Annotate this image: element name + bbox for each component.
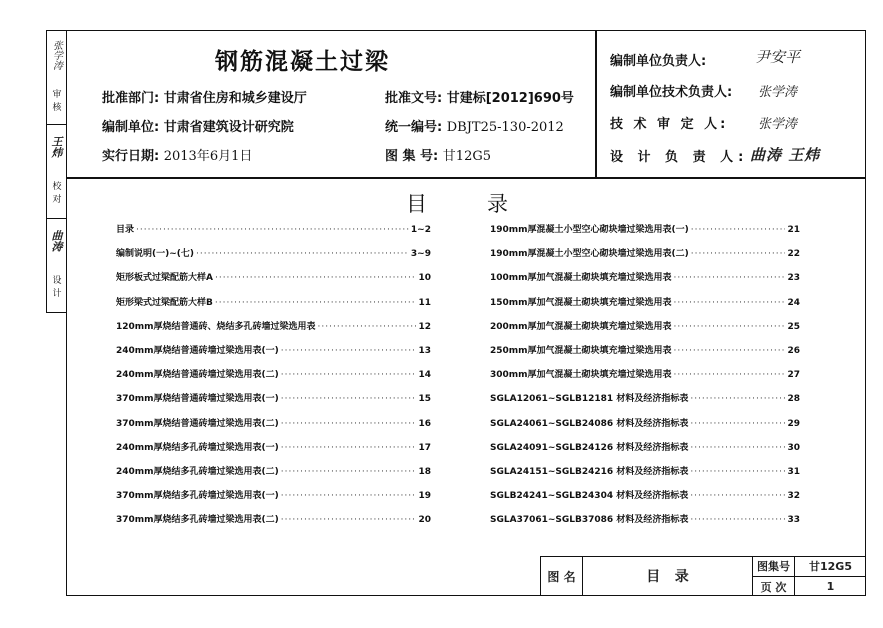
strip-review-block: [46, 30, 66, 124]
toc-right-entry[interactable]: [490, 270, 800, 283]
atlas-number-value: 甘12G5: [442, 149, 491, 164]
toc-left-entry[interactable]: [116, 416, 431, 429]
toc-right-entry-leader: [690, 394, 785, 404]
toc-right-entry-page: 32: [787, 491, 800, 502]
toc-left-entry[interactable]: [116, 222, 431, 235]
toc-left-entry-title: 370mm厚烧结普通砖墙过梁选用表(一): [116, 394, 279, 405]
toc-right-entry[interactable]: [490, 222, 800, 235]
resp-design-head-label: 设 计 负 责 人:: [610, 150, 749, 165]
approval-dept: [102, 87, 307, 106]
toc-left-entry[interactable]: [116, 488, 431, 501]
toc-right-entry-leader: [674, 370, 786, 380]
toc-right-entry-page: 21: [787, 225, 800, 235]
resp-unit-head: [610, 50, 860, 69]
toc-left-entry-title: 240mm厚烧结多孔砖墙过梁选用表(二): [116, 467, 279, 477]
toc-left-entry-title: 370mm厚烧结多孔砖墙过梁选用表(二): [116, 515, 279, 526]
toc-left-entry-leader: [196, 249, 409, 259]
toc-left-entry[interactable]: [116, 295, 431, 308]
toc-left-entry-leader: [281, 491, 417, 501]
toc-right-entry-page: 33: [787, 515, 800, 526]
toc-right-entry-leader: [674, 273, 786, 283]
resp-unit-head-label: 编制单位负责人:: [610, 54, 707, 69]
toc-left-entry-page: 15: [418, 394, 431, 405]
toc-left-entry[interactable]: [116, 319, 431, 332]
compiler-unit-value: 甘肃省建筑设计研究院: [163, 120, 294, 135]
toc-right-entry-title: SGLA12061~SGLB12181 材料及经济指标表: [490, 394, 689, 405]
toc-right-entry[interactable]: [490, 440, 800, 453]
unified-code-value: DBJT25-130-2012: [446, 120, 564, 135]
toc-right-entry-page: 24: [787, 297, 800, 308]
toc-right-entry-leader: [691, 225, 786, 235]
toc-left-entry[interactable]: [116, 270, 431, 283]
toc-left-entry-leader: [215, 298, 417, 308]
toc-right-entry-leader: [674, 298, 786, 308]
toc-left-entry-page: 19: [418, 491, 431, 502]
toc-left-entry-leader: [281, 370, 417, 380]
toc-right-entry[interactable]: [490, 367, 800, 380]
approval-doc-value: 甘建标[2012]690号: [446, 91, 574, 106]
toc-left-entry[interactable]: [116, 464, 431, 477]
strip-review-label: 审核: [50, 88, 61, 115]
toc-left-entry-title: 120mm厚烧结普通砖、烧结多孔砖墙过梁选用表: [116, 321, 316, 332]
toc-left-entry-page: 3~9: [410, 249, 431, 260]
strip-check-block: [46, 124, 66, 218]
toc-right-entry[interactable]: [490, 512, 800, 525]
toc-left-entry-title: 240mm厚烧结普通砖墙过梁选用表(二): [116, 370, 279, 381]
toc-left-entry-title: 370mm厚烧结普通砖墙过梁选用表(二): [116, 418, 279, 429]
approval-doc: [385, 87, 574, 106]
toc-right-entry[interactable]: [490, 488, 800, 501]
toc-left-entry-leader: [281, 346, 417, 356]
strip-design-block: [46, 218, 66, 313]
toc-right-entry-leader: [674, 322, 786, 332]
toc-right-entry-leader: [691, 249, 786, 259]
resp-design-head: [610, 146, 860, 165]
toc-right-entry-page: 23: [787, 273, 800, 284]
title-block-name-label: 图 名: [547, 569, 576, 584]
toc-right-entry-page: 22: [787, 249, 800, 260]
toc-left-entry-title: 矩形板式过梁配筋大样A: [116, 273, 213, 284]
strip-review-signature: 张学涛: [50, 39, 62, 70]
toc-left-entry[interactable]: [116, 391, 431, 404]
toc-left-entry-leader: [281, 394, 417, 404]
toc-right-entry[interactable]: [490, 416, 800, 429]
toc-right-entry[interactable]: [490, 246, 800, 259]
toc-right-entry-title: SGLA24061~SGLB24086 材料及经济指标表: [490, 418, 689, 429]
toc-left-entry-title: 370mm厚烧结多孔砖墙过梁选用表(一): [116, 491, 279, 502]
strip-check-label: 校对: [50, 180, 61, 207]
atlas-main-title: 钢筋混凝土过梁: [215, 49, 390, 75]
unified-code-label: 统一编号:: [385, 120, 443, 135]
approval-doc-label: 批准文号:: [385, 91, 443, 106]
effective-date: [102, 145, 252, 164]
toc-right-entry[interactable]: [490, 343, 800, 356]
toc-left-entry[interactable]: [116, 512, 431, 525]
toc-right-entry-title: SGLA24151~SGLB24216 材料及经济指标表: [490, 467, 689, 477]
approval-dept-label: 批准部门:: [102, 91, 160, 106]
effective-date-value: 2013年6月1日: [163, 149, 253, 164]
toc-left-entry-leader: [281, 419, 417, 429]
toc-right-entry[interactable]: [490, 295, 800, 308]
resp-design-head-signature: 曲涛 王炜: [750, 146, 821, 164]
resp-tech-reviewer-label: 技 术 审 定 人:: [610, 117, 729, 132]
toc-right-entry-page: 27: [787, 370, 800, 381]
toc-left-entry-title: 目录: [116, 225, 135, 235]
toc-right-entry-title: 190mm厚混凝土小型空心砌块墙过梁选用表(二): [490, 249, 689, 260]
toc-left-entry-title: 编制说明(一)~(七): [116, 249, 194, 260]
toc-right-entry-page: 31: [787, 467, 800, 477]
title-block-atlas-value: 甘12G5: [809, 560, 852, 573]
toc-right-entry-title: 300mm厚加气混凝土砌块填充墙过梁选用表: [490, 370, 672, 381]
toc-left-entry-page: 12: [418, 321, 431, 332]
toc-left-entry-page: 14: [418, 370, 431, 381]
toc-right-entry-leader: [690, 515, 785, 525]
title-block-atlas-label: 图集号: [757, 560, 790, 573]
resp-unit-head-signature: 尹安平: [755, 48, 801, 66]
toc-left-entry[interactable]: [116, 246, 431, 259]
toc-left-entry-page: 18: [418, 467, 431, 477]
toc-left-entry-leader: [281, 515, 417, 525]
unified-code: [385, 116, 564, 135]
toc-right-entry-leader: [690, 491, 785, 501]
toc-left-entry-page: 1~2: [410, 225, 431, 235]
toc-left-entry[interactable]: [116, 440, 431, 453]
toc-right-entry-title: SGLB24241~SGLB24304 材料及经济指标表: [490, 491, 689, 502]
toc-right-entry-leader: [674, 346, 786, 356]
resp-tech-head-signature: 张学涛: [758, 85, 798, 100]
toc-left-entry-title: 240mm厚烧结普通砖墙过梁选用表(一): [116, 346, 279, 356]
atlas-number: [385, 145, 491, 164]
compiler-unit-label: 编制单位:: [102, 120, 160, 135]
toc-right-entry-page: 30: [787, 442, 800, 453]
toc-left-entry-title: 矩形梁式过梁配筋大样B: [116, 297, 213, 308]
toc-right-entry-title: 250mm厚加气混凝土砌块填充墙过梁选用表: [490, 346, 672, 356]
toc-right-entry-leader: [690, 443, 785, 453]
toc-right-entry[interactable]: [490, 319, 800, 332]
toc-right-entry[interactable]: [490, 391, 800, 404]
toc-right-entry-title: SGLA24091~SGLB24126 材料及经济指标表: [490, 442, 689, 453]
toc-left-entry-page: 16: [418, 418, 431, 429]
toc-right-entry-page: 28: [787, 394, 800, 405]
atlas-number-label: 图 集 号:: [385, 149, 439, 164]
toc-left-entry[interactable]: [116, 343, 431, 356]
toc-left-entry-leader: [281, 443, 417, 453]
resp-tech-reviewer-signature: 张学涛: [758, 117, 798, 132]
compiler-unit: [102, 116, 294, 135]
toc-left-entry-leader: [215, 273, 417, 283]
toc-left-entry-page: 13: [418, 346, 431, 356]
toc-left-entry[interactable]: [116, 367, 431, 380]
toc-right-column: [490, 222, 800, 526]
toc-left-entry-page: 10: [418, 273, 431, 284]
toc-right-entry-title: 200mm厚加气混凝土砌块填充墙过梁选用表: [490, 321, 672, 332]
toc-left-entry-page: 17: [418, 442, 431, 453]
toc-right-entry-title: 190mm厚混凝土小型空心砌块墙过梁选用表(一): [490, 225, 689, 235]
toc-left-entry-page: 20: [418, 515, 431, 526]
toc-left-entry-page: 11: [418, 297, 431, 308]
toc-left-entry-leader: [318, 322, 417, 332]
strip-design-signature: 曲涛: [50, 229, 63, 252]
toc-right-entry-leader: [690, 419, 785, 429]
strip-design-label: 设计: [50, 275, 61, 302]
effective-date-label: 实行日期:: [102, 149, 160, 164]
toc-heading-left: 目: [406, 192, 427, 216]
toc-right-entry-page: 25: [787, 321, 800, 332]
toc-right-entry-page: 26: [787, 346, 800, 356]
title-block-page-label: 页 次: [760, 580, 787, 594]
toc-right-entry-leader: [690, 467, 785, 477]
resp-tech-head: [610, 81, 860, 100]
toc-left-entry-title: 240mm厚烧结多孔砖墙过梁选用表(一): [116, 442, 279, 453]
approval-dept-value: 甘肃省住房和城乡建设厅: [163, 91, 307, 106]
toc-heading-right: 录: [487, 192, 508, 216]
toc-right-entry-page: 29: [787, 418, 800, 429]
strip-check-signature: 王炜: [50, 135, 63, 158]
toc-right-entry-title: 150mm厚加气混凝土砌块填充墙过梁选用表: [490, 297, 672, 308]
title-block-page-value: 1: [826, 580, 835, 593]
toc-left-column: [116, 222, 431, 526]
toc-left-entry-leader: [136, 225, 409, 235]
title-block-name-value: 目 录: [646, 569, 689, 585]
toc-right-entry-title: SGLA37061~SGLB37086 材料及经济指标表: [490, 515, 689, 526]
toc-right-entry-title: 100mm厚加气混凝土砌块填充墙过梁选用表: [490, 273, 672, 284]
toc-right-entry[interactable]: [490, 464, 800, 477]
resp-tech-reviewer: [610, 113, 860, 132]
resp-tech-head-label: 编制单位技术负责人:: [610, 85, 733, 100]
toc-left-entry-leader: [281, 467, 417, 477]
